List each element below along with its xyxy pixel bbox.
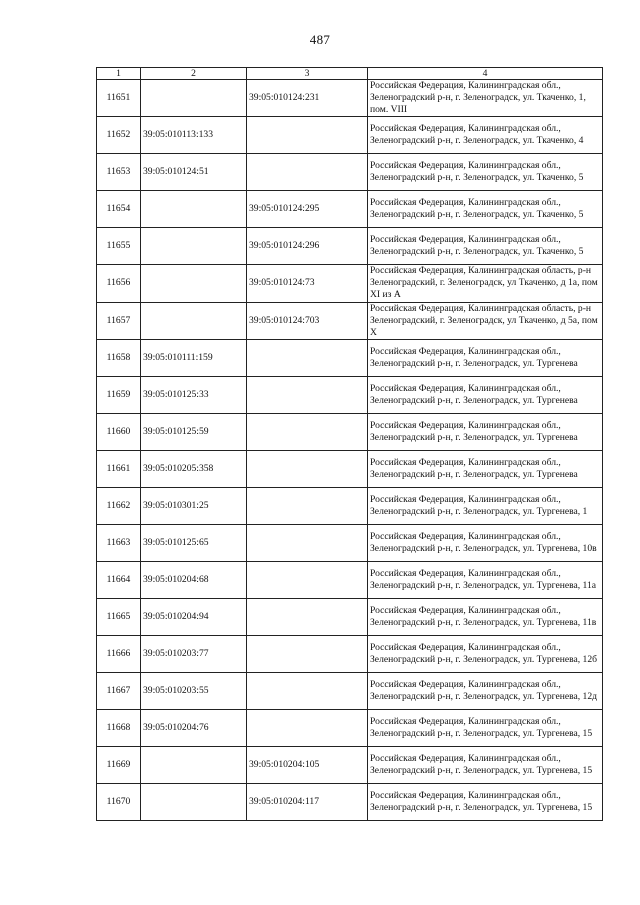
table-row (97, 265, 603, 302)
table-row (97, 709, 603, 746)
cadastral-number-cell: 39:05:010203:77 (141, 635, 247, 672)
address-cell: Российская Федерация, Калининградская обл., Зеленоградский р-н, г. Зеленоградск, ул. Тургенева (368, 450, 603, 487)
table-row (97, 450, 603, 487)
cadastral-number-cell (247, 635, 368, 672)
row-number-cell: 11663 (97, 524, 141, 561)
address-cell: Российская Федерация, Калининградская обл., Зеленоградский р-н, г. Зеленоградск, ул. Тургенева (368, 376, 603, 413)
address-cell: Российская Федерация, Калининградская обл., Зеленоградский р-н, г. Зеленоградск, ул. Ткаченко, 1, пом. VIII (368, 80, 603, 117)
cadastral-number-cell: 39:05:010124:703 (247, 302, 368, 339)
address-cell: Российская Федерация, Калининградская обл., Зеленоградский р-н, г. Зеленоградск, ул. Тургенева (368, 413, 603, 450)
table-row (97, 672, 603, 709)
table-row (97, 598, 603, 635)
address-cell: Российская Федерация, Калининградская обл., Зеленоградский р-н, г. Зеленоградск, ул. Тургенева, 11в (368, 598, 603, 635)
column-header-3: 3 (247, 68, 368, 80)
address-cell: Российская Федерация, Калининградская обл., Зеленоградский р-н, г. Зеленоградск, ул. Ткаченко, 5 (368, 191, 603, 228)
table-row (97, 376, 603, 413)
cadastral-number-cell (247, 413, 368, 450)
row-number-cell: 11657 (97, 302, 141, 339)
row-number-cell: 11661 (97, 450, 141, 487)
row-number-cell: 11653 (97, 154, 141, 191)
row-number-cell: 11665 (97, 598, 141, 635)
row-number-cell: 11660 (97, 413, 141, 450)
cadastral-number-cell (247, 450, 368, 487)
table-row (97, 413, 603, 450)
page-number: 487 (309, 32, 331, 47)
row-number-cell: 11656 (97, 265, 141, 302)
cadastral-number-cell: 39:05:010124:296 (247, 228, 368, 265)
table-row (97, 487, 603, 524)
cadastral-number-cell (141, 783, 247, 820)
property-table (96, 67, 603, 821)
cadastral-number-cell (247, 524, 368, 561)
table-row (97, 746, 603, 783)
row-number-cell: 11655 (97, 228, 141, 265)
row-number-cell: 11666 (97, 635, 141, 672)
cadastral-number-cell: 39:05:010124:295 (247, 191, 368, 228)
cadastral-number-cell (247, 154, 368, 191)
cadastral-number-cell (141, 746, 247, 783)
cadastral-number-cell (141, 191, 247, 228)
row-number-cell: 11667 (97, 672, 141, 709)
table-body (97, 80, 603, 821)
cadastral-number-cell: 39:05:010203:55 (141, 672, 247, 709)
table-row (97, 635, 603, 672)
address-cell: Российская Федерация, Калининградская обл., Зеленоградский р-н, г. Зеленоградск, ул. Тургенева, 10в (368, 524, 603, 561)
row-number-cell: 11658 (97, 339, 141, 376)
address-cell: Российская Федерация, Калининградская обл., Зеленоградский р-н, г. Зеленоградск, ул. Ткаченко, 5 (368, 228, 603, 265)
cadastral-number-cell (247, 339, 368, 376)
row-number-cell: 11654 (97, 191, 141, 228)
cadastral-number-cell: 39:05:010204:76 (141, 709, 247, 746)
address-cell: Российская Федерация, Калининградская обл., Зеленоградский р-н, г. Зеленоградск, ул. Тургенева, 12б (368, 635, 603, 672)
table-row (97, 228, 603, 265)
cadastral-number-cell: 39:05:010124:231 (247, 80, 368, 117)
cadastral-number-cell (141, 228, 247, 265)
row-number-cell: 11662 (97, 487, 141, 524)
cadastral-number-cell: 39:05:010125:65 (141, 524, 247, 561)
cadastral-number-cell (247, 117, 368, 154)
table-row (97, 117, 603, 154)
table-row (97, 154, 603, 191)
cadastral-number-cell: 39:05:010124:73 (247, 265, 368, 302)
cadastral-number-cell (141, 265, 247, 302)
address-cell: Российская Федерация, Калининградская обл., Зеленоградский р-н, г. Зеленоградск, ул. Тургенева, 12д (368, 672, 603, 709)
row-number-cell: 11664 (97, 561, 141, 598)
cadastral-number-cell: 39:05:010111:159 (141, 339, 247, 376)
cadastral-number-cell (247, 598, 368, 635)
cadastral-number-cell: 39:05:010205:358 (141, 450, 247, 487)
column-header-2: 2 (141, 68, 247, 80)
address-cell: Российская Федерация, Калининградская область, р-н Зеленоградский, г. Зеленоградск, ул Ткаченко, д 5а, пом X (368, 302, 603, 339)
cadastral-number-cell (247, 709, 368, 746)
table-row (97, 339, 603, 376)
cadastral-number-cell: 39:05:010204:94 (141, 598, 247, 635)
cadastral-number-cell: 39:05:010204:117 (247, 783, 368, 820)
table-row (97, 191, 603, 228)
row-number-cell: 11659 (97, 376, 141, 413)
address-cell: Российская Федерация, Калининградская область, р-н Зеленоградский, г. Зеленоградск, ул Ткаченко, д 1а, пом XI из А (368, 265, 603, 302)
row-number-cell: 11668 (97, 709, 141, 746)
cadastral-number-cell: 39:05:010125:59 (141, 413, 247, 450)
address-cell: Российская Федерация, Калининградская обл., Зеленоградский р-н, г. Зеленоградск, ул. Ткаченко, 5 (368, 154, 603, 191)
cadastral-number-cell (141, 302, 247, 339)
address-cell: Российская Федерация, Калининградская обл., Зеленоградский р-н, г. Зеленоградск, ул. Тургенева, 15 (368, 746, 603, 783)
cadastral-number-cell: 39:05:010301:25 (141, 487, 247, 524)
row-number-cell: 11669 (97, 746, 141, 783)
table-row (97, 302, 603, 339)
column-header-4: 4 (368, 68, 603, 80)
table-row (97, 783, 603, 820)
column-header-1: 1 (97, 68, 141, 80)
address-cell: Российская Федерация, Калининградская обл., Зеленоградский р-н, г. Зеленоградск, ул. Тургенева, 1 (368, 487, 603, 524)
row-number-cell: 11670 (97, 783, 141, 820)
cadastral-number-cell: 39:05:010204:68 (141, 561, 247, 598)
row-number-cell: 11651 (97, 80, 141, 117)
address-cell: Российская Федерация, Калининградская обл., Зеленоградский р-н, г. Зеленоградск, ул. Тургенева, 15 (368, 709, 603, 746)
cadastral-number-cell (247, 376, 368, 413)
address-cell: Российская Федерация, Калининградская обл., Зеленоградский р-н, г. Зеленоградск, ул. Тургенева (368, 339, 603, 376)
cadastral-number-cell: 39:05:010124:51 (141, 154, 247, 191)
cadastral-number-cell (247, 561, 368, 598)
table-row (97, 524, 603, 561)
address-cell: Российская Федерация, Калининградская обл., Зеленоградский р-н, г. Зеленоградск, ул. Тургенева, 11а (368, 561, 603, 598)
cadastral-number-cell (141, 80, 247, 117)
cadastral-number-cell: 39:05:010204:105 (247, 746, 368, 783)
row-number-cell: 11652 (97, 117, 141, 154)
cadastral-number-cell (247, 672, 368, 709)
table-row (97, 561, 603, 598)
cadastral-number-cell (247, 487, 368, 524)
table-header-row (97, 68, 603, 80)
address-cell: Российская Федерация, Калининградская обл., Зеленоградский р-н, г. Зеленоградск, ул. Тургенева, 15 (368, 783, 603, 820)
cadastral-number-cell: 39:05:010125:33 (141, 376, 247, 413)
address-cell: Российская Федерация, Калининградская обл., Зеленоградский р-н, г. Зеленоградск, ул. Ткаченко, 4 (368, 117, 603, 154)
table-row (97, 80, 603, 117)
cadastral-number-cell: 39:05:010113:133 (141, 117, 247, 154)
